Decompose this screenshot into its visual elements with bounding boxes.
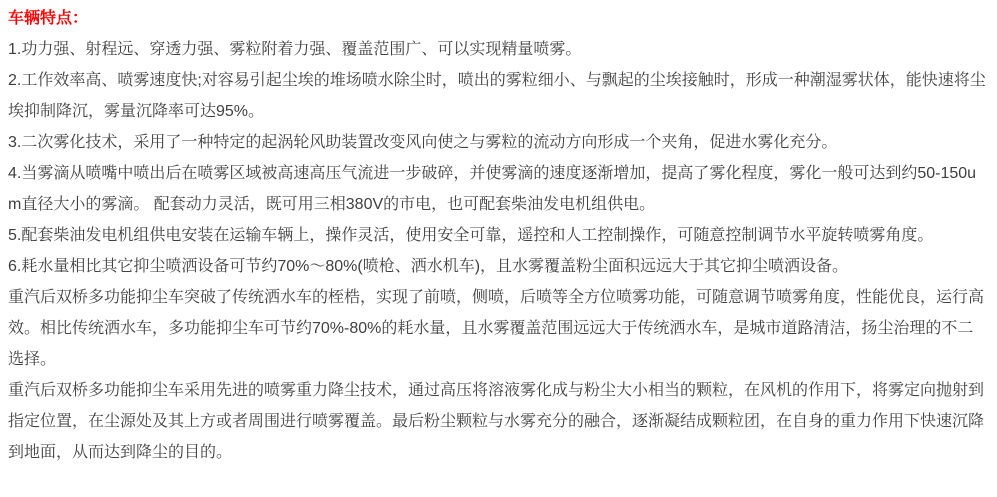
page-title: 车辆特点： [8,10,89,27]
summary-paragraph-2: 重汽后双桥多功能抑尘车采用先进的喷雾重力降尘技术，通过高压将溶液雾化成与粉尘大小相当的颗粒，在风机的作用下，将雾定向抛射到指定位置，在尘源处及其上方或者周围进行喷雾覆盖。最后粉尘颗粒与水雾充分的融合，逐渐凝结成颗粒团，在自身的重力作用下快速沉降到地面，从而达到降尘的目的。 [8,382,985,461]
summary-paragraph-1: 重汽后双桥多功能抑尘车突破了传统洒水车的桎梏，实现了前喷，侧喷，后喷等全方位喷雾功能，可随意调节喷雾角度，性能优良，运行高效。相比传统洒水车，多功能抑尘车可节约70%-80%的耗水量，且水雾覆盖范围远远大于传统洒水车，是城市道路清洁，扬尘治理的不二选择。 [8,289,985,368]
feature-item-5: 5.配套柴油发电机组供电安装在运输车辆上，操作灵活，使用安全可靠，遥控和人工控制操作，可随意控制调节水平旋转喷雾角度。 [8,227,934,244]
feature-item-3: 3.二次雾化技术，采用了一种特定的起涡轮风助装置改变风向使之与雾粒的流动方向形成一个夹角，促进水雾化充分。 [8,134,838,151]
feature-item-6: 6.耗水量相比其它抑尘喷洒设备可节约70%～80%(喷枪、洒水机车)，且水雾覆盖粉尘面积远远大于其它抑尘喷洒设备。 [8,258,849,275]
feature-item-1: 1.功力强、射程远、穿透力强、雾粒附着力强、覆盖范围广、可以实现精量喷雾。 [8,41,582,58]
feature-item-4: 4.当雾滴从喷嘴中喷出后在喷雾区域被高速高压气流进一步破碎，并使雾滴的速度逐渐增加，提高了雾化程度，雾化一般可达到约50-150um直径大小的雾滴。 配套动力灵活，既可用三相380V的市电，也可配套柴油发电机组供电。 [8,165,977,213]
feature-item-2: 2.工作效率高、喷雾速度快;对容易引起尘埃的堆场喷水除尘时，喷出的雾粒细小、与飘起的尘埃接触时，形成一种潮湿雾状体，能快速将尘埃抑制降沉，雾量沉降率可达95%。 [8,72,986,120]
